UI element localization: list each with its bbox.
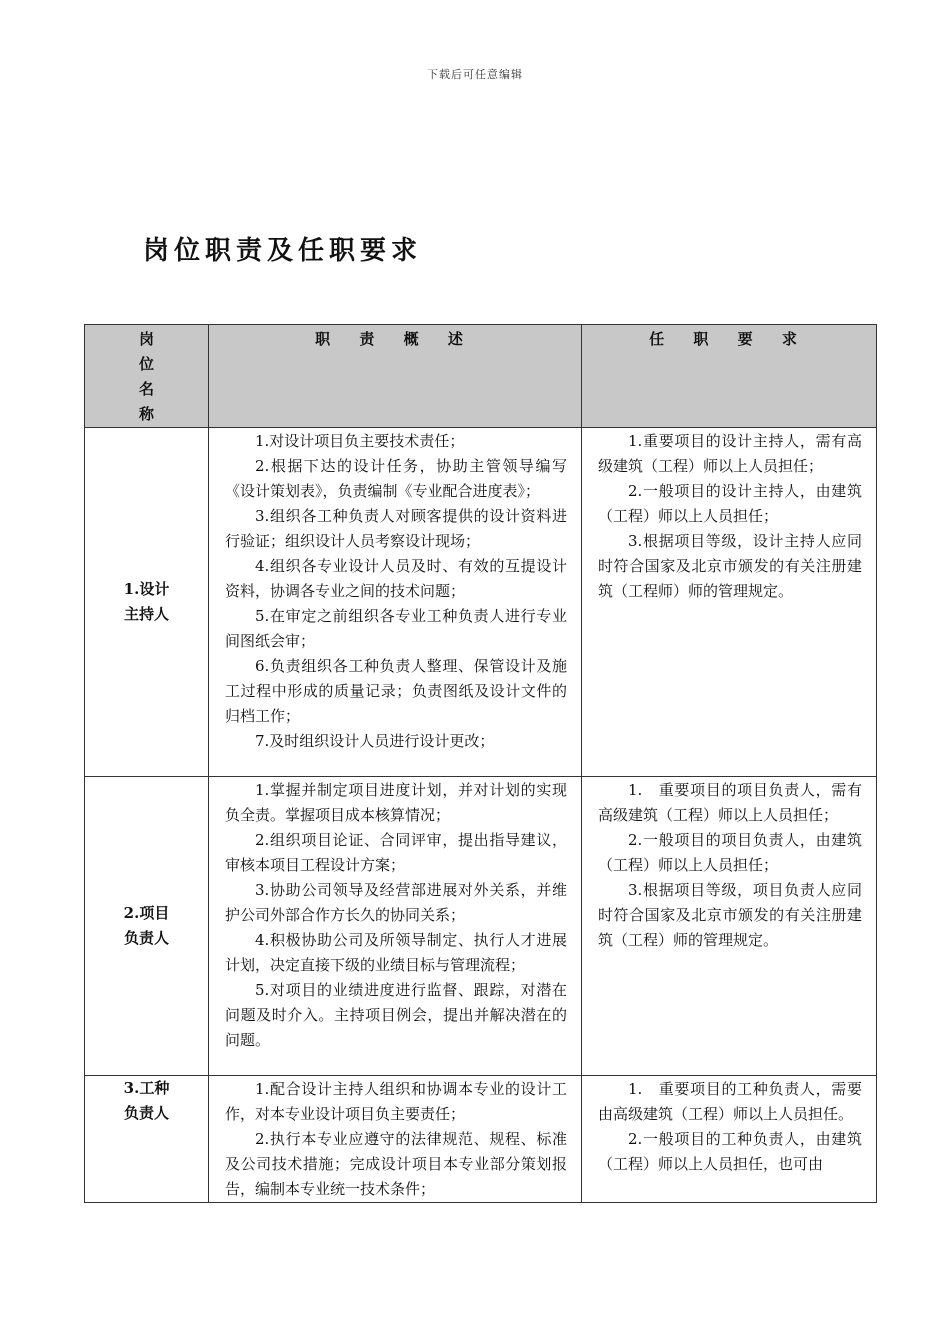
duty-requirements-table — [84, 324, 877, 1203]
duty-item: 4.积极协助公司及所领导制定、执行人才进展计划，决定直接下级的业绩目标与管理流程； — [225, 931, 567, 974]
header-name-char: 位 — [138, 355, 154, 373]
requirement-item: 1. 重要项目的工种负责人，需要由高级建筑（工程）师以上人员担任。 — [598, 1080, 862, 1123]
duty-item: 2.组织项目论证、合同评审，提出指导建议，审核本项目工程设计方案； — [225, 831, 567, 874]
table-row — [85, 428, 877, 777]
position-name-line: 2.项目 — [123, 904, 170, 922]
duty-item: 2.执行本专业应遵守的法律规范、规程、标准及公司技术措施；完成设计项目本专业部分策划报告，编制本专业统一技术条件； — [225, 1130, 567, 1198]
position-name-line: 负责人 — [123, 1104, 169, 1122]
requirement-item: 2.一般项目的工种负责人，由建筑（工程）师以上人员担任，也可由 — [598, 1130, 862, 1173]
duty-item: 1.配合设计主持人组织和协调本专业的设计工作，对本专业设计项目负主要责任； — [225, 1080, 567, 1123]
header-duties-label: 职 责 概 述 — [315, 330, 475, 348]
position-name-line: 主持人 — [123, 605, 169, 623]
page-header-note: 下载后可任意编辑 — [427, 68, 523, 81]
document-title: 岗位职责及任职要求 — [143, 236, 423, 266]
duty-item: 4.组织各专业设计人员及时、有效的互提设计资料，协调各专业之间的技术问题； — [225, 557, 567, 600]
duty-item: 6.负责组织各工种负责人整理、保管设计及施工过程中形成的质量记录；负责图纸及设计文件的归档工作； — [225, 657, 567, 725]
position-name-cell — [85, 777, 209, 1076]
header-name-char: 名 — [138, 380, 154, 398]
duty-item: 1.对设计项目负主要技术责任； — [255, 432, 465, 450]
table-row — [85, 777, 877, 1076]
requirements-cell — [582, 777, 877, 1076]
table-row — [85, 1076, 877, 1203]
header-requirements-label: 任 职 要 求 — [649, 330, 809, 348]
requirements-cell — [582, 1076, 877, 1203]
position-name-cell — [85, 1076, 209, 1203]
duty-item: 3.组织各工种负责人对顾客提供的设计资料进行验证；组织设计人员考察设计现场； — [225, 507, 567, 550]
requirement-item: 1.重要项目的设计主持人，需有高级建筑（工程）师以上人员担任； — [598, 432, 862, 475]
header-requirements — [582, 325, 877, 428]
duties-cell — [209, 777, 582, 1076]
duty-item: 5.对项目的业绩进度进行监督、跟踪，对潜在问题及时介入。主持项目例会，提出并解决潜在的问题。 — [225, 981, 567, 1049]
requirement-item: 3.根据项目等级，项目负责人应同时符合国家及北京市颁发的有关注册建筑（工程）师的管理规定。 — [598, 881, 862, 949]
requirement-item: 3.根据项目等级，设计主持人应同时符合国家及北京市颁发的有关注册建筑（工程师）师的管理规定。 — [598, 532, 862, 600]
duty-item: 2.根据下达的设计任务，协助主管领导编写《设计策划表》，负责编制《专业配合进度表》； — [225, 457, 567, 500]
header-name-char: 岗 — [138, 330, 154, 348]
duties-cell — [209, 428, 582, 777]
position-name-line: 负责人 — [123, 929, 169, 947]
header-position-name — [85, 325, 209, 428]
duty-item: 5.在审定之前组织各专业工种负责人进行专业间图纸会审； — [225, 607, 567, 650]
table-header-row — [85, 325, 877, 428]
position-name-line: 1.设计 — [123, 580, 170, 598]
requirement-item: 2.一般项目的项目负责人，由建筑（工程）师以上人员担任； — [598, 831, 862, 874]
requirements-cell — [582, 428, 877, 777]
duties-cell — [209, 1076, 582, 1203]
position-name-cell — [85, 428, 209, 777]
duty-item: 3.协助公司领导及经营部进展对外关系，并维护公司外部合作方长久的协同关系； — [225, 881, 567, 924]
header-name-char: 称 — [138, 405, 154, 423]
header-duties — [209, 325, 582, 428]
duty-item: 7.及时组织设计人员进行设计更改； — [255, 732, 495, 750]
duty-item: 1.掌握并制定项目进度计划，并对计划的实现负全责。掌握项目成本核算情况； — [225, 781, 567, 824]
requirement-item: 2.一般项目的设计主持人，由建筑（工程）师以上人员担任； — [598, 482, 862, 525]
position-name-line: 3.工种 — [123, 1079, 170, 1097]
requirement-item: 1. 重要项目的项目负责人，需有高级建筑（工程）师以上人员担任； — [598, 781, 862, 824]
